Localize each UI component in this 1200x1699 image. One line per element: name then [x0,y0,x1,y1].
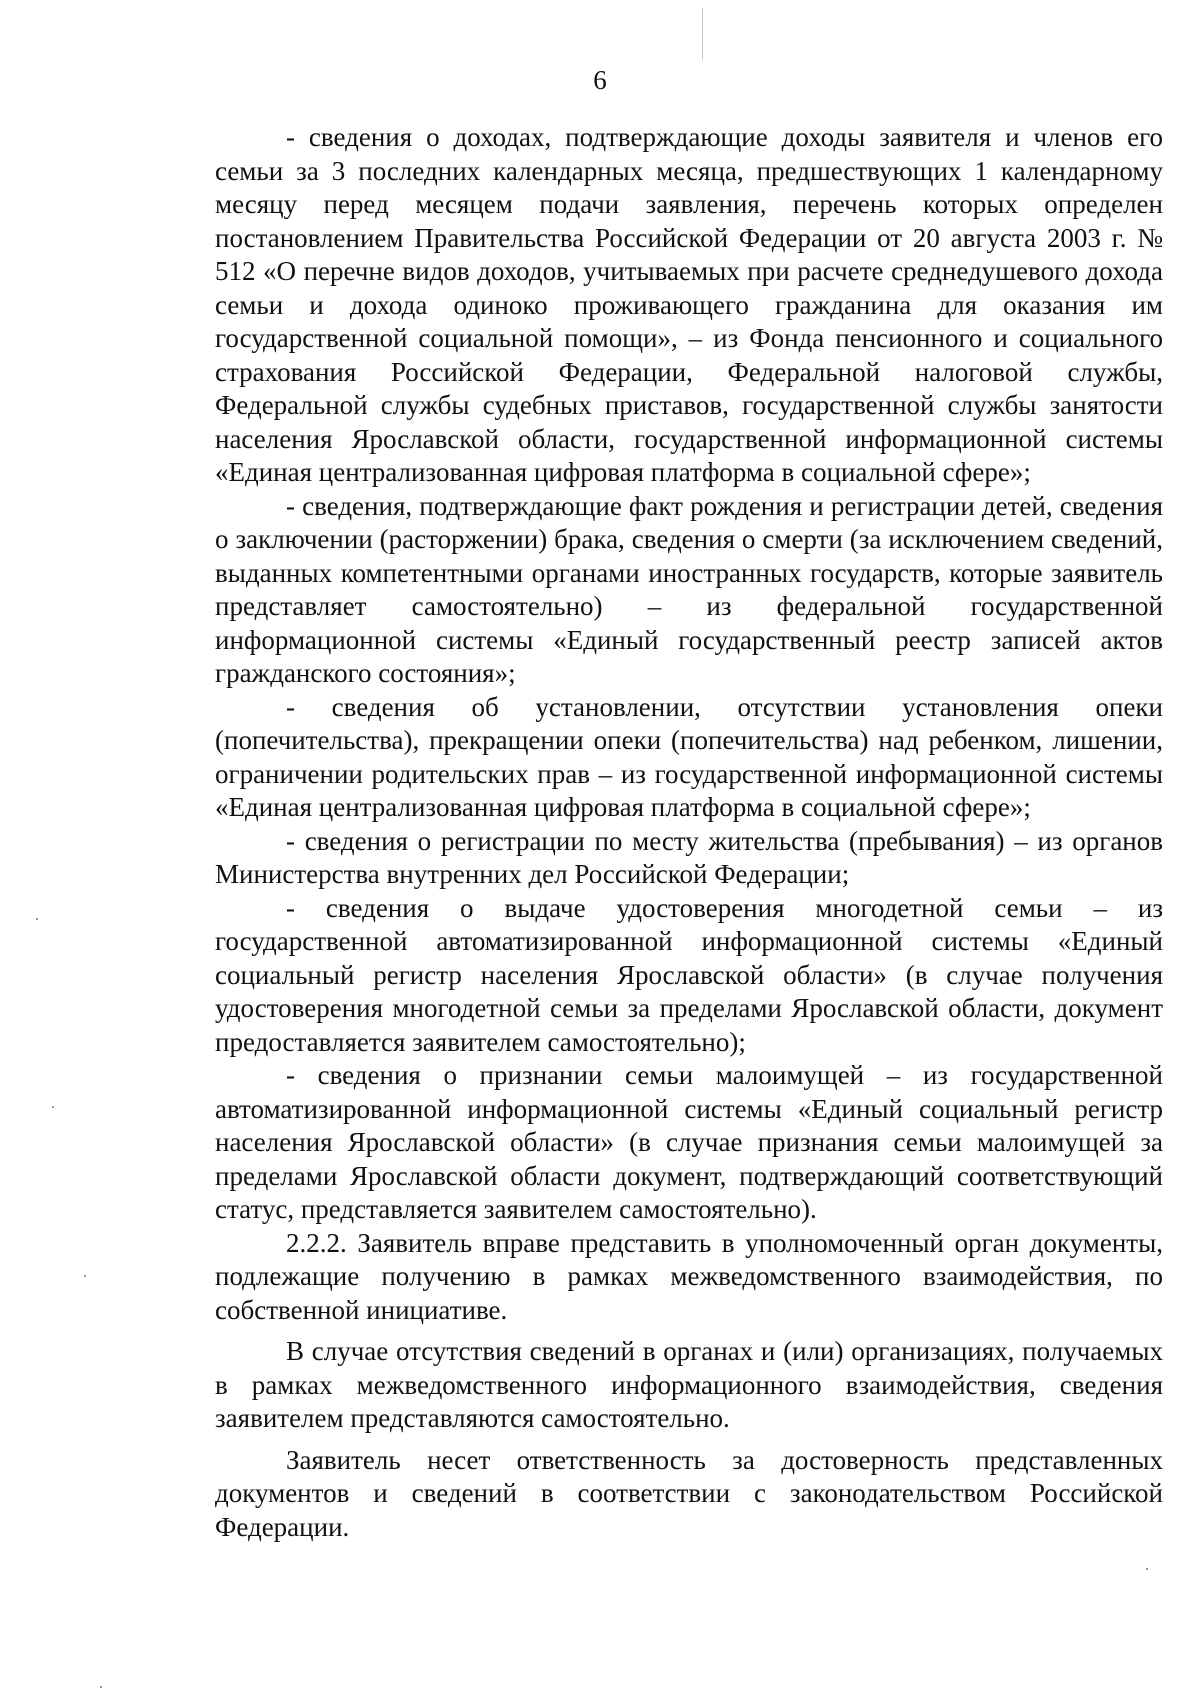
scan-artifact-mark [1146,1568,1148,1570]
paragraph-registration-info: - сведения о регистрации по месту жительства (пребывания) – из органов Министерства внутренних дел Российской Федерации; [215,825,1163,889]
scan-artifact-mark [84,1275,86,1277]
paragraph-guardianship-info: - сведения об установлении, отсутствии установления опеки (попечительства), прекращении опеки (попечительства) над ребенком, лишении, ограничении родительских прав – из государственной информационной системы «Единая централизованная цифровая платформа в социальной сфере»; [215,691,1163,822]
scan-artifact-mark [702,8,703,60]
paragraph-2-2-2: 2.2.2. Заявитель вправе представить в уполномоченный орган документы, подлежащие получению в рамках межведомственного взаимодействия, по собственной инициативе. [215,1227,1163,1325]
paragraph-income-info: - сведения о доходах, подтверждающие доходы заявителя и членов его семьи за 3 последних календарных месяца, предшествующих 1 календарному месяцу перед месяцем подачи заявления, перечень которых определен постановлением Правительства Российской Федерации от 20 августа 2003 г. № 512 «О перечне видов доходов, учитываемых при расчете среднедушевого дохода семьи и дохода одиноко проживающего гражданина для оказания им государственной социальной помощи», – из Фонда пенсионного и социального страхования Российской Федерации, Федеральной налоговой службы, Федеральной службы судебных приставов, государственной службы занятости населения Ярославской области, государственной информационной системы «Единая централизованная цифровая платформа в социальной сфере»; [215,122,1163,487]
paragraph-birth-marriage-info: - сведения, подтверждающие факт рождения и регистрации детей, сведения о заключении (расторжении) брака, сведения о смерти (за исключением сведений, выданных компетентными органами иностранных государств, которые заявитель представляет самостоятельно) – из федеральной государственной информационной системы «Единый государственный реестр записей актов гражданского состояния»; [215,490,1163,688]
paragraph-absence-of-info: В случае отсутствия сведений в органах и (или) организациях, получаемых в рамках межведомственного информационного взаимодействия, сведения заявителем представляются самостоятельно. [215,1336,1163,1433]
paragraph-responsibility: Заявитель несет ответственность за достоверность представленных документов и сведений в соответствии с законодательством Российской Федерации. [215,1444,1163,1542]
paragraph-large-family-info: - сведения о выдаче удостоверения многодетной семьи – из государственной автоматизированной информационной системы «Единый социальный регистр населения Ярославской области» (в случае получения удостоверения многодетной семьи за пределами Ярославской области, документ предоставляется заявителем самостоятельно); [215,892,1163,1057]
page-number: 6 [593,65,607,95]
scan-artifact-mark [36,918,38,920]
scan-artifact-mark [100,1686,102,1688]
document-body [215,121,1163,1544]
paragraph-low-income-info: - сведения о признании семьи малоимущей – из государственной автоматизированной информационной системы «Единый социальный регистр населения Ярославской области» (в случае признания семьи малоимущей за пределами Ярославской области документ, подтверждающий соответствующий статус, представляется заявителем самостоятельно). [215,1060,1163,1224]
scan-artifact-mark [52,1106,54,1108]
